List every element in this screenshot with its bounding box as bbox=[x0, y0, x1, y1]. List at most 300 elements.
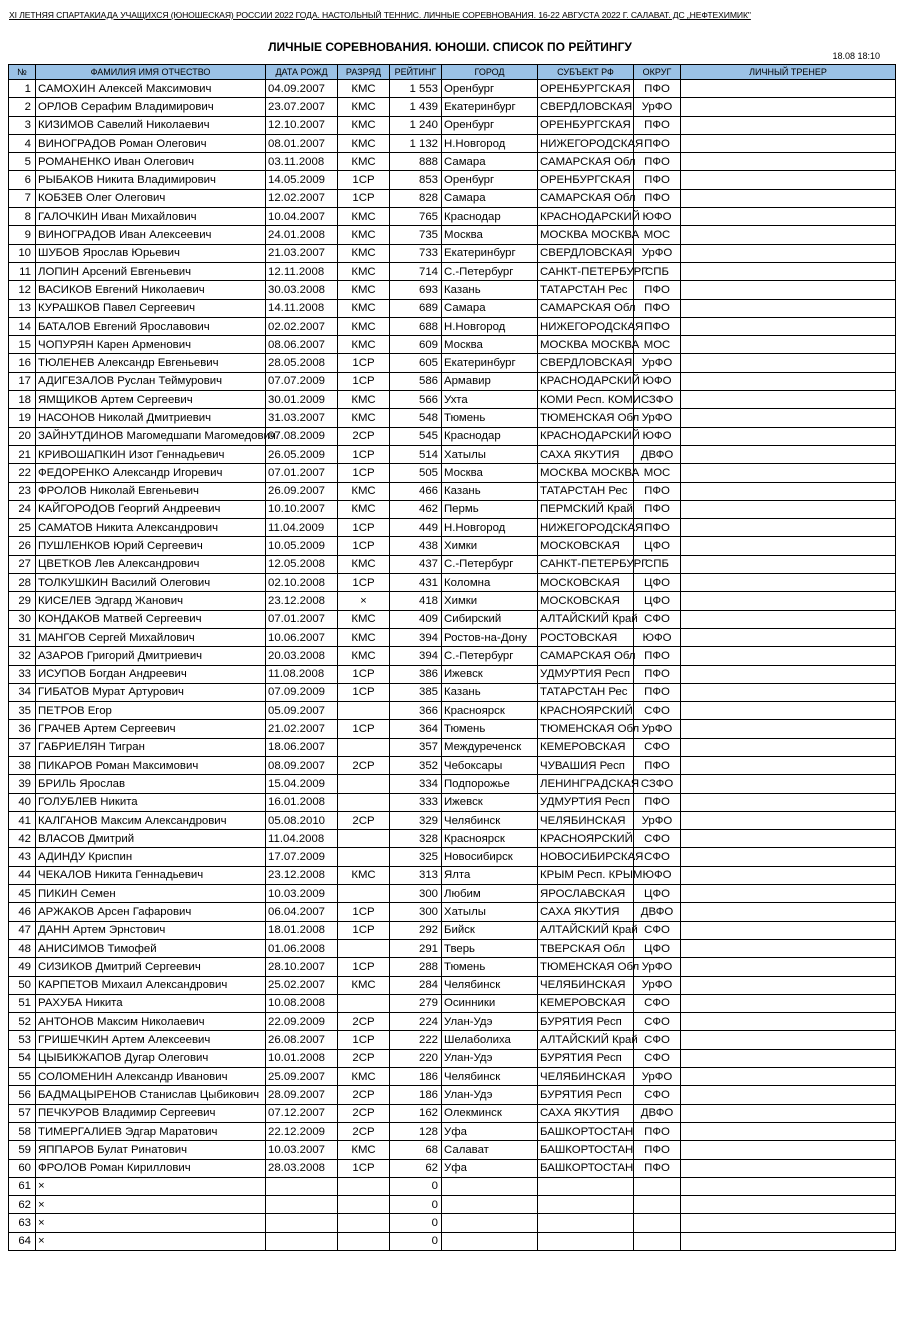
city: Н.Новгород bbox=[442, 134, 538, 152]
rating: 394 bbox=[390, 628, 442, 646]
rating: 1 132 bbox=[390, 134, 442, 152]
birth-date: 07.08.2009 bbox=[266, 427, 338, 445]
city: Казань bbox=[442, 683, 538, 701]
region: КРАСНОДАРСКИЙ bbox=[538, 208, 634, 226]
player-name: АДИГЕЗАЛОВ Руслан Теймурович bbox=[36, 372, 266, 390]
region bbox=[538, 1232, 634, 1250]
birth-date: 23.12.2008 bbox=[266, 866, 338, 884]
coach bbox=[681, 116, 896, 134]
city: Салават bbox=[442, 1141, 538, 1159]
coach bbox=[681, 171, 896, 189]
rating: 366 bbox=[390, 702, 442, 720]
rank: 1СР bbox=[338, 574, 390, 592]
city: Химки bbox=[442, 537, 538, 555]
birth-date: 23.07.2007 bbox=[266, 98, 338, 116]
table-row bbox=[9, 1122, 896, 1140]
row-number: 15 bbox=[9, 336, 36, 354]
city: Химки bbox=[442, 592, 538, 610]
coach bbox=[681, 1049, 896, 1067]
table-row bbox=[9, 756, 896, 774]
rating: 418 bbox=[390, 592, 442, 610]
player-name: САМАТОВ Никита Александрович bbox=[36, 519, 266, 537]
birth-date: 28.03.2008 bbox=[266, 1159, 338, 1177]
rank: КМС bbox=[338, 1068, 390, 1086]
district bbox=[634, 1177, 681, 1195]
rating: 449 bbox=[390, 519, 442, 537]
coach bbox=[681, 208, 896, 226]
coach bbox=[681, 391, 896, 409]
rating: 609 bbox=[390, 336, 442, 354]
player-name: × bbox=[36, 1196, 266, 1214]
player-name: × bbox=[36, 1232, 266, 1250]
birth-date: 07.12.2007 bbox=[266, 1104, 338, 1122]
table-row bbox=[9, 1104, 896, 1122]
coach bbox=[681, 1086, 896, 1104]
col-header-rank: РАЗРЯД bbox=[338, 65, 390, 80]
region: САМАРСКАЯ Обл bbox=[538, 299, 634, 317]
city: Ижевск bbox=[442, 793, 538, 811]
region: БУРЯТИЯ Респ bbox=[538, 1086, 634, 1104]
rank: 1СР bbox=[338, 958, 390, 976]
row-number: 7 bbox=[9, 189, 36, 207]
col-header-city: ГОРОД bbox=[442, 65, 538, 80]
rank: 1СР bbox=[338, 171, 390, 189]
coach bbox=[681, 80, 896, 98]
birth-date: 10.01.2008 bbox=[266, 1049, 338, 1067]
player-name: КАРПЕТОВ Михаил Александрович bbox=[36, 976, 266, 994]
district bbox=[634, 1196, 681, 1214]
region: САМАРСКАЯ Обл bbox=[538, 153, 634, 171]
district: ПФО bbox=[634, 482, 681, 500]
birth-date: 30.03.2008 bbox=[266, 281, 338, 299]
district: ПФО bbox=[634, 665, 681, 683]
row-number: 50 bbox=[9, 976, 36, 994]
district: ПФО bbox=[634, 134, 681, 152]
coach bbox=[681, 830, 896, 848]
rank: 1СР bbox=[338, 354, 390, 372]
coach bbox=[681, 775, 896, 793]
rank: 1СР bbox=[338, 464, 390, 482]
region: КРАСНОДАРСКИЙ bbox=[538, 372, 634, 390]
coach bbox=[681, 574, 896, 592]
row-number: 8 bbox=[9, 208, 36, 226]
coach bbox=[681, 226, 896, 244]
coach bbox=[681, 98, 896, 116]
coach bbox=[681, 1159, 896, 1177]
rating: 466 bbox=[390, 482, 442, 500]
city: Казань bbox=[442, 482, 538, 500]
coach bbox=[681, 464, 896, 482]
region: САХА ЯКУТИЯ bbox=[538, 1104, 634, 1122]
birth-date: 02.02.2007 bbox=[266, 317, 338, 335]
table-row bbox=[9, 171, 896, 189]
player-name: ПЕЧКУРОВ Владимир Сергеевич bbox=[36, 1104, 266, 1122]
birth-date bbox=[266, 1214, 338, 1232]
rating: 1 439 bbox=[390, 98, 442, 116]
city: Ростов-на-Дону bbox=[442, 628, 538, 646]
city: С.-Петербург bbox=[442, 555, 538, 573]
row-number: 11 bbox=[9, 262, 36, 280]
birth-date: 07.01.2007 bbox=[266, 464, 338, 482]
birth-date: 11.04.2008 bbox=[266, 830, 338, 848]
birth-date: 05.08.2010 bbox=[266, 811, 338, 829]
row-number: 28 bbox=[9, 574, 36, 592]
rank: КМС bbox=[338, 336, 390, 354]
district: ЮФО bbox=[634, 208, 681, 226]
player-name: АЗАРОВ Григорий Дмитриевич bbox=[36, 647, 266, 665]
player-name: ГАЛОЧКИН Иван Михайлович bbox=[36, 208, 266, 226]
rank: 1СР bbox=[338, 537, 390, 555]
row-number: 40 bbox=[9, 793, 36, 811]
rating: 292 bbox=[390, 921, 442, 939]
rating: 128 bbox=[390, 1122, 442, 1140]
rating: 548 bbox=[390, 409, 442, 427]
rating: 0 bbox=[390, 1196, 442, 1214]
player-name: ВИНОГРАДОВ Роман Олегович bbox=[36, 134, 266, 152]
row-number: 46 bbox=[9, 903, 36, 921]
city bbox=[442, 1232, 538, 1250]
player-name: ТИМЕРГАЛИЕВ Эдгар Маратович bbox=[36, 1122, 266, 1140]
table-row bbox=[9, 848, 896, 866]
row-number: 34 bbox=[9, 683, 36, 701]
row-number: 25 bbox=[9, 519, 36, 537]
district: МОС bbox=[634, 464, 681, 482]
row-number: 51 bbox=[9, 994, 36, 1012]
district: УрФО bbox=[634, 244, 681, 262]
district: ПФО bbox=[634, 519, 681, 537]
player-name: × bbox=[36, 1214, 266, 1232]
district: ЦФО bbox=[634, 885, 681, 903]
birth-date: 12.10.2007 bbox=[266, 116, 338, 134]
rank bbox=[338, 1177, 390, 1195]
district: УрФО bbox=[634, 958, 681, 976]
row-number: 61 bbox=[9, 1177, 36, 1195]
coach bbox=[681, 702, 896, 720]
birth-date: 10.04.2007 bbox=[266, 208, 338, 226]
region: САМАРСКАЯ Обл bbox=[538, 647, 634, 665]
player-name: ТОЛКУШКИН Василий Олегович bbox=[36, 574, 266, 592]
row-number: 37 bbox=[9, 738, 36, 756]
player-name: КОБЗЕВ Олег Олегович bbox=[36, 189, 266, 207]
row-number: 48 bbox=[9, 939, 36, 957]
city: Подпорожье bbox=[442, 775, 538, 793]
rank: 1СР bbox=[338, 189, 390, 207]
rating: 364 bbox=[390, 720, 442, 738]
coach bbox=[681, 976, 896, 994]
city: Самара bbox=[442, 153, 538, 171]
player-name: ГРАЧЕВ Артем Сергеевич bbox=[36, 720, 266, 738]
city bbox=[442, 1196, 538, 1214]
rating: 68 bbox=[390, 1141, 442, 1159]
birth-date: 01.06.2008 bbox=[266, 939, 338, 957]
row-number: 41 bbox=[9, 811, 36, 829]
district: ЦФО bbox=[634, 939, 681, 957]
city: Красноярск bbox=[442, 702, 538, 720]
player-name: НАСОНОВ Николай Дмитриевич bbox=[36, 409, 266, 427]
rank: 1СР bbox=[338, 665, 390, 683]
rank: 1СР bbox=[338, 1159, 390, 1177]
city: С.-Петербург bbox=[442, 262, 538, 280]
rank bbox=[338, 885, 390, 903]
coach bbox=[681, 1013, 896, 1031]
coach bbox=[681, 885, 896, 903]
region: НИЖЕГОРОДСКАЯ bbox=[538, 519, 634, 537]
city: Тюмень bbox=[442, 720, 538, 738]
birth-date: 11.08.2008 bbox=[266, 665, 338, 683]
district bbox=[634, 1214, 681, 1232]
table-row bbox=[9, 445, 896, 463]
coach bbox=[681, 592, 896, 610]
rank: КМС bbox=[338, 98, 390, 116]
rating: 689 bbox=[390, 299, 442, 317]
region: КЕМЕРОВСКАЯ bbox=[538, 994, 634, 1012]
rank: 1СР bbox=[338, 903, 390, 921]
city: Шелаболиха bbox=[442, 1031, 538, 1049]
city: Ялта bbox=[442, 866, 538, 884]
region: БАШКОРТОСТАН bbox=[538, 1122, 634, 1140]
row-number: 29 bbox=[9, 592, 36, 610]
city: Улан-Удэ bbox=[442, 1049, 538, 1067]
rank: КМС bbox=[338, 299, 390, 317]
rank: КМС bbox=[338, 134, 390, 152]
row-number: 33 bbox=[9, 665, 36, 683]
table-row bbox=[9, 1141, 896, 1159]
row-number: 55 bbox=[9, 1068, 36, 1086]
col-header-coach: ЛИЧНЫЙ ТРЕНЕР bbox=[681, 65, 896, 80]
rank bbox=[338, 848, 390, 866]
player-name: АРЖАКОВ Арсен Гафарович bbox=[36, 903, 266, 921]
city: Междуреченск bbox=[442, 738, 538, 756]
coach bbox=[681, 610, 896, 628]
district: ЮФО bbox=[634, 866, 681, 884]
event-header: XI ЛЕТНЯЯ СПАРТАКИАДА УЧАЩИХСЯ (ЮНОШЕСКАЯ) РОССИИ 2022 ГОДА. НАСТОЛЬНЫЙ ТЕННИС. ЛИЧНЫЕ СОРЕВНОВАНИЯ. 16-22 АВГУСТА 2022 Г. САЛАВАТ. ДС „НЕФТЕХИМИК" bbox=[9, 10, 751, 20]
district: СПБ bbox=[634, 555, 681, 573]
rating: 386 bbox=[390, 665, 442, 683]
coach bbox=[681, 903, 896, 921]
city: Екатеринбург bbox=[442, 354, 538, 372]
district: СФО bbox=[634, 1013, 681, 1031]
region bbox=[538, 1177, 634, 1195]
district: ПФО bbox=[634, 1141, 681, 1159]
player-name: ЦЫБИКЖАПОВ Дугар Олегович bbox=[36, 1049, 266, 1067]
rating: 352 bbox=[390, 756, 442, 774]
rank: 2СР bbox=[338, 1122, 390, 1140]
row-number: 5 bbox=[9, 153, 36, 171]
rating: 409 bbox=[390, 610, 442, 628]
district: ЮФО bbox=[634, 427, 681, 445]
table-row bbox=[9, 1232, 896, 1250]
table-row bbox=[9, 208, 896, 226]
row-number: 59 bbox=[9, 1141, 36, 1159]
district: УрФО bbox=[634, 409, 681, 427]
district: ПФО bbox=[634, 1122, 681, 1140]
city: Красноярск bbox=[442, 830, 538, 848]
birth-date: 10.03.2009 bbox=[266, 885, 338, 903]
table-row bbox=[9, 427, 896, 445]
rank: КМС bbox=[338, 208, 390, 226]
district: СЗФО bbox=[634, 775, 681, 793]
table-row bbox=[9, 1214, 896, 1232]
rank: КМС bbox=[338, 226, 390, 244]
rating: 605 bbox=[390, 354, 442, 372]
row-number: 27 bbox=[9, 555, 36, 573]
birth-date bbox=[266, 1177, 338, 1195]
city: Н.Новгород bbox=[442, 519, 538, 537]
region: ОРЕНБУРГСКАЯ bbox=[538, 116, 634, 134]
coach bbox=[681, 537, 896, 555]
birth-date: 07.09.2009 bbox=[266, 683, 338, 701]
rating: 357 bbox=[390, 738, 442, 756]
region: ОРЕНБУРГСКАЯ bbox=[538, 171, 634, 189]
rating: 394 bbox=[390, 647, 442, 665]
rank: КМС bbox=[338, 244, 390, 262]
region: КРАСНОЯРСКИЙ bbox=[538, 702, 634, 720]
rank: КМС bbox=[338, 500, 390, 518]
region: ТЮМЕНСКАЯ Обл bbox=[538, 409, 634, 427]
district: СФО bbox=[634, 1086, 681, 1104]
region: ЛЕНИНГРАДСКАЯ bbox=[538, 775, 634, 793]
coach bbox=[681, 1177, 896, 1195]
rating: 566 bbox=[390, 391, 442, 409]
table-row bbox=[9, 1159, 896, 1177]
table-row bbox=[9, 1013, 896, 1031]
row-number: 49 bbox=[9, 958, 36, 976]
birth-date: 04.09.2007 bbox=[266, 80, 338, 98]
player-name: ГРИШЕЧКИН Артем Алексеевич bbox=[36, 1031, 266, 1049]
table-row bbox=[9, 958, 896, 976]
coach bbox=[681, 628, 896, 646]
player-name: РЫБАКОВ Никита Владимирович bbox=[36, 171, 266, 189]
district: СФО bbox=[634, 1049, 681, 1067]
rank: 1СР bbox=[338, 921, 390, 939]
rating: 224 bbox=[390, 1013, 442, 1031]
rank bbox=[338, 775, 390, 793]
birth-date: 10.08.2008 bbox=[266, 994, 338, 1012]
rating: 735 bbox=[390, 226, 442, 244]
city: Новосибирск bbox=[442, 848, 538, 866]
region: САМАРСКАЯ Обл bbox=[538, 189, 634, 207]
table-row bbox=[9, 336, 896, 354]
region: ЯРОСЛАВСКАЯ bbox=[538, 885, 634, 903]
district: СФО bbox=[634, 830, 681, 848]
district: ЦФО bbox=[634, 592, 681, 610]
table-row bbox=[9, 1031, 896, 1049]
region: УДМУРТИЯ Респ bbox=[538, 665, 634, 683]
city: Челябинск bbox=[442, 811, 538, 829]
region: МОСКВА МОСКВА bbox=[538, 336, 634, 354]
rank: КМС bbox=[338, 281, 390, 299]
district: СФО bbox=[634, 848, 681, 866]
table-row bbox=[9, 1086, 896, 1104]
region: БУРЯТИЯ Респ bbox=[538, 1049, 634, 1067]
rank: КМС bbox=[338, 628, 390, 646]
player-name: ДАНН Артем Эрнстович bbox=[36, 921, 266, 939]
rating: 688 bbox=[390, 317, 442, 335]
player-name: ЗАЙНУТДИНОВ Магомедшапи Магомедович bbox=[36, 427, 266, 445]
district: ПФО bbox=[634, 647, 681, 665]
district: ПФО bbox=[634, 171, 681, 189]
row-number: 31 bbox=[9, 628, 36, 646]
birth-date: 12.02.2007 bbox=[266, 189, 338, 207]
rating: 0 bbox=[390, 1232, 442, 1250]
region: СВЕРДЛОВСКАЯ bbox=[538, 354, 634, 372]
coach bbox=[681, 1031, 896, 1049]
coach bbox=[681, 866, 896, 884]
player-name: КАЙГОРОДОВ Георгий Андреевич bbox=[36, 500, 266, 518]
district: УрФО bbox=[634, 976, 681, 994]
rating: 222 bbox=[390, 1031, 442, 1049]
player-name: АДИНДУ Криспин bbox=[36, 848, 266, 866]
rank bbox=[338, 994, 390, 1012]
rank: КМС bbox=[338, 409, 390, 427]
district: ПФО bbox=[634, 793, 681, 811]
region: ЧЕЛЯБИНСКАЯ bbox=[538, 976, 634, 994]
coach bbox=[681, 427, 896, 445]
region: ТЮМЕНСКАЯ Обл bbox=[538, 958, 634, 976]
table-row bbox=[9, 153, 896, 171]
table-row bbox=[9, 116, 896, 134]
rating: 288 bbox=[390, 958, 442, 976]
coach bbox=[681, 1141, 896, 1159]
birth-date: 08.09.2007 bbox=[266, 756, 338, 774]
birth-date: 25.09.2007 bbox=[266, 1068, 338, 1086]
player-name: СИЗИКОВ Дмитрий Сергеевич bbox=[36, 958, 266, 976]
player-name: КРИВОШАПКИН Изот Геннадьевич bbox=[36, 445, 266, 463]
city: Уфа bbox=[442, 1159, 538, 1177]
city: Улан-Удэ bbox=[442, 1086, 538, 1104]
row-number: 13 bbox=[9, 299, 36, 317]
city bbox=[442, 1214, 538, 1232]
page-title: ЛИЧНЫЕ СОРЕВНОВАНИЯ. ЮНОШИ. СПИСОК ПО РЕЙТИНГУ bbox=[268, 40, 632, 54]
region: МОСКОВСКАЯ bbox=[538, 537, 634, 555]
rank: КМС bbox=[338, 116, 390, 134]
birth-date: 02.10.2008 bbox=[266, 574, 338, 592]
coach bbox=[681, 445, 896, 463]
rating: 0 bbox=[390, 1214, 442, 1232]
player-name: ОРЛОВ Серафим Владимирович bbox=[36, 98, 266, 116]
birth-date: 24.01.2008 bbox=[266, 226, 338, 244]
row-number: 44 bbox=[9, 866, 36, 884]
rank: КМС bbox=[338, 391, 390, 409]
district: СФО bbox=[634, 1031, 681, 1049]
table-row bbox=[9, 994, 896, 1012]
rank: КМС bbox=[338, 866, 390, 884]
district: ПФО bbox=[634, 189, 681, 207]
district: СФО bbox=[634, 921, 681, 939]
district: ДВФО bbox=[634, 903, 681, 921]
player-name: АНИСИМОВ Тимофей bbox=[36, 939, 266, 957]
region: КРАСНОЯРСКИЙ bbox=[538, 830, 634, 848]
table-row bbox=[9, 500, 896, 518]
region: НОВОСИБИРСКАЯ bbox=[538, 848, 634, 866]
player-name: ЯМЩИКОВ Артем Сергеевич bbox=[36, 391, 266, 409]
table-row bbox=[9, 720, 896, 738]
region: МОСКОВСКАЯ bbox=[538, 574, 634, 592]
rank: 1СР bbox=[338, 720, 390, 738]
rating: 545 bbox=[390, 427, 442, 445]
col-header-birthdate: ДАТА РОЖД bbox=[266, 65, 338, 80]
district: ПФО bbox=[634, 683, 681, 701]
region: КОМИ Респ. КОМИ bbox=[538, 391, 634, 409]
rank: КМС bbox=[338, 482, 390, 500]
birth-date: 10.06.2007 bbox=[266, 628, 338, 646]
player-name: ЛОПИН Арсений Евгеньевич bbox=[36, 262, 266, 280]
row-number: 18 bbox=[9, 391, 36, 409]
city: Оренбург bbox=[442, 171, 538, 189]
rating: 1 553 bbox=[390, 80, 442, 98]
city: Челябинск bbox=[442, 976, 538, 994]
rank: КМС bbox=[338, 1141, 390, 1159]
